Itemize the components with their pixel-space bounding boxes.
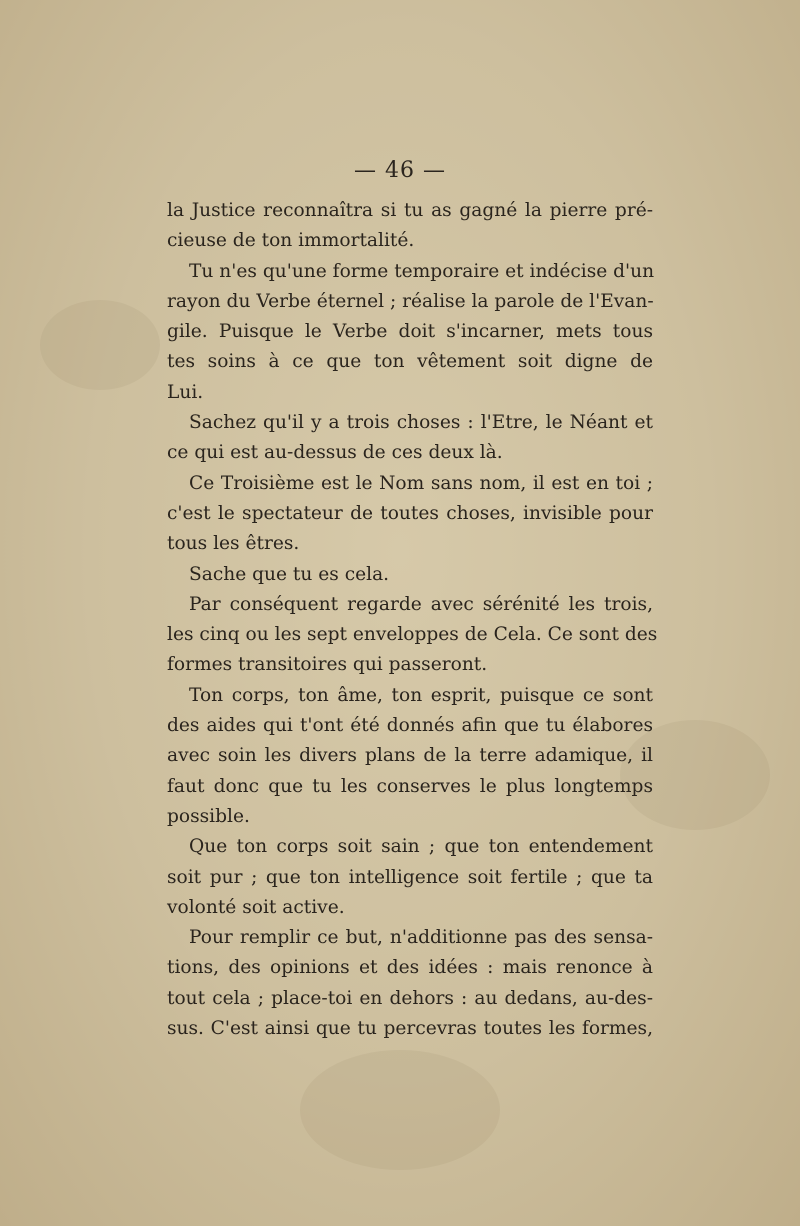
text-line: tout cela ; place-toi en dehors : au dedans, au-des- — [167, 987, 653, 1009]
text-line: Ce Troisième est le Nom sans nom, il est en toi ; — [189, 472, 653, 494]
text-line: faut donc que tu les conserves le plus longtemps — [167, 775, 653, 797]
text-line: Sachez qu'il y a trois choses : l'Etre, le Néant et — [189, 412, 653, 434]
text-line: tes soins à ce que ton vêtement soit digne de — [167, 351, 653, 373]
text-line: Ton corps, ton âme, ton esprit, puisque ce sont — [189, 684, 653, 706]
paper-stain — [300, 1050, 500, 1170]
text-line: tous les êtres. — [167, 533, 300, 555]
text-line: possible. — [167, 805, 250, 827]
page-number: — 46 — — [354, 158, 446, 183]
text-line: c'est le spectateur de toutes choses, invisible pour — [167, 502, 653, 524]
text-line: Par conséquent regarde avec sérénité les trois, — [189, 593, 653, 615]
text-line: Lui. — [167, 381, 204, 403]
text-line: Tu n'es qu'une forme temporaire et indécise d'un — [189, 260, 655, 282]
text-line: gile. Puisque le Verbe doit s'incarner, mets tous — [167, 321, 653, 343]
body-text — [167, 196, 658, 1044]
text-line: des aides qui t'ont été donnés afin que tu élabores — [167, 715, 653, 737]
text-line: sus. C'est ainsi que tu percevras toutes les formes, — [167, 1018, 653, 1040]
text-line: Pour remplir ce but, n'additionne pas des sensa- — [189, 927, 653, 949]
text-line: volonté soit active. — [167, 896, 345, 918]
text-line: la Justice reconnaîtra si tu as gagné la pierre pré- — [167, 200, 653, 221]
text-line: Sache que tu es cela. — [189, 563, 390, 585]
text-line: formes transitoires qui passeront. — [167, 654, 488, 676]
text-line: Que ton corps soit sain ; que ton entendement — [189, 836, 653, 858]
text-line: avec soin les divers plans de la terre adamique, il — [167, 745, 653, 767]
text-line: soit pur ; que ton intelligence soit fertile ; que ta — [167, 866, 653, 888]
text-line: ce qui est au-dessus de ces deux là. — [167, 442, 503, 464]
text-line: tions, des opinions et des idées : mais renonce à — [167, 957, 653, 979]
text-line: rayon du Verbe éternel ; réalise la parole de l'Evan- — [167, 290, 654, 312]
text-line: cieuse de ton immortalité. — [167, 230, 415, 252]
paper-stain — [40, 300, 160, 390]
text-line: les cinq ou les sept enveloppes de Cela. Ce sont des — [167, 624, 658, 646]
